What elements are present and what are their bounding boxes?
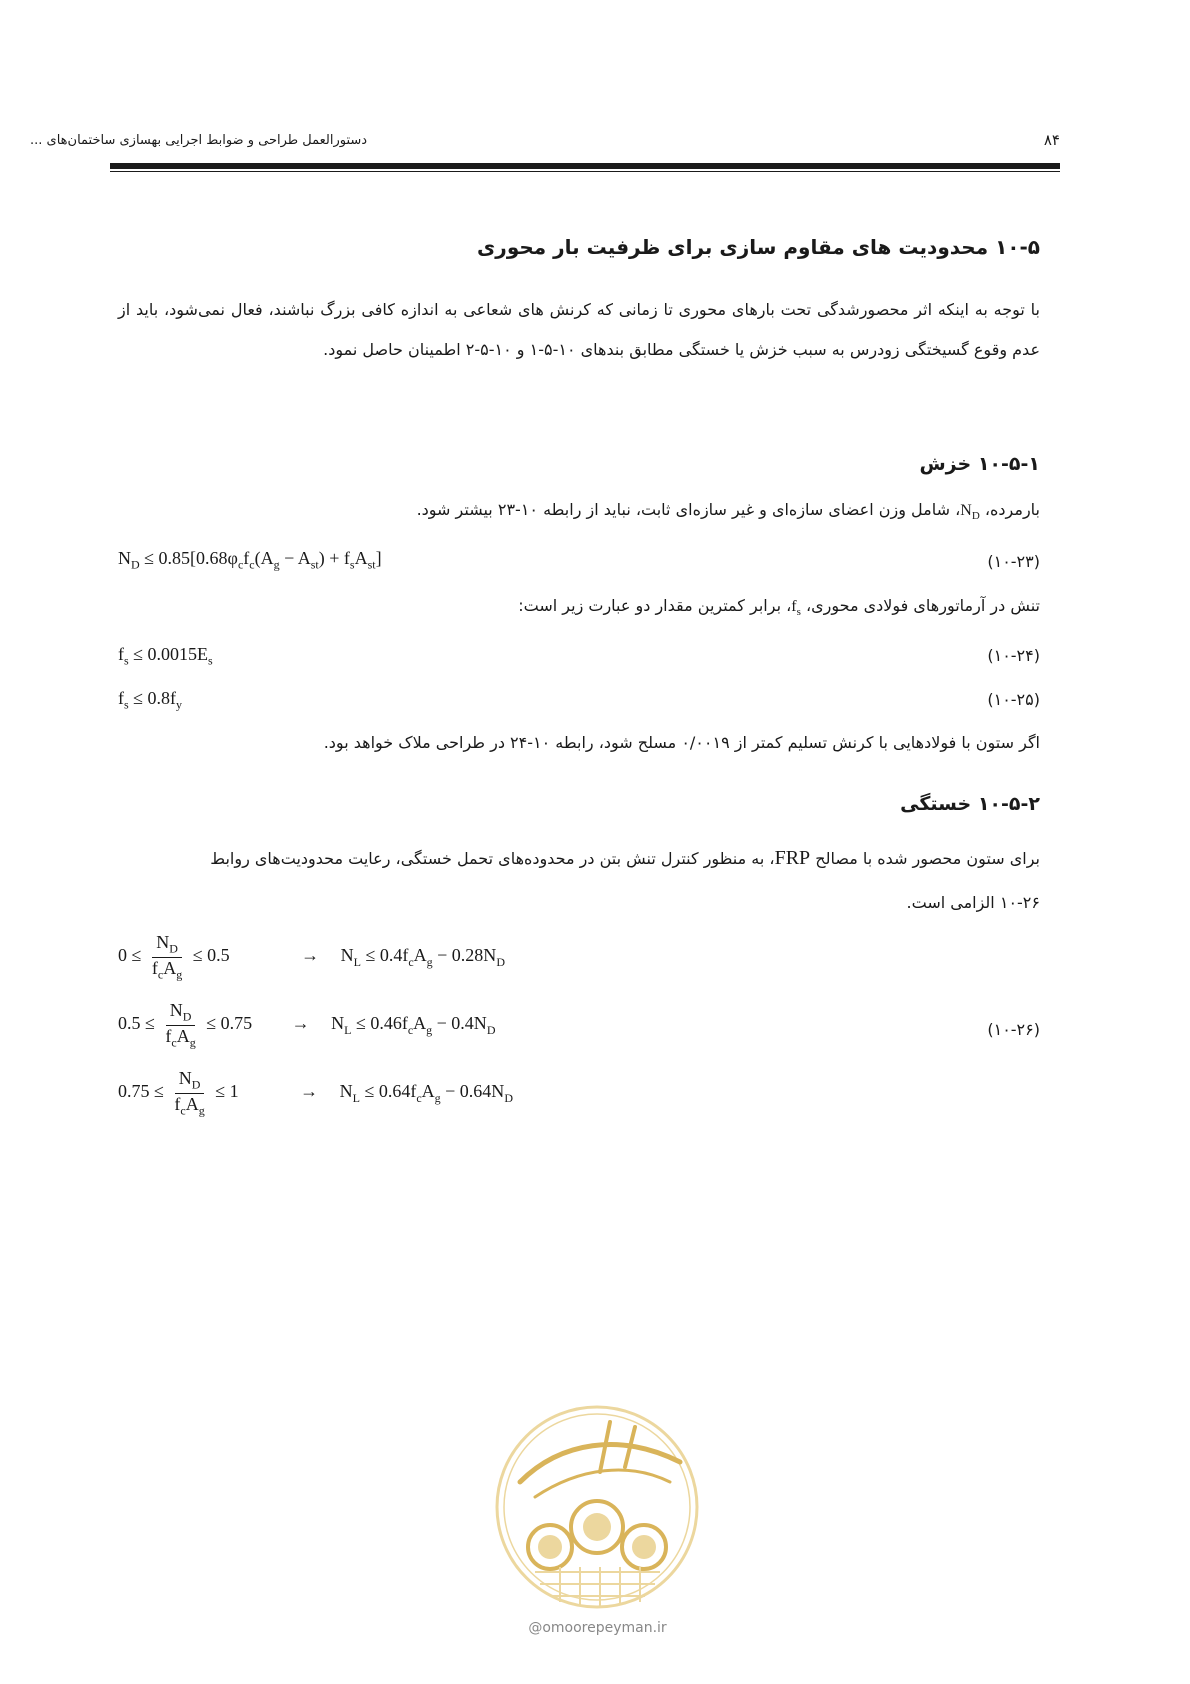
equation-23: $N_D \le 0.85[0.68\varphi_cf_c(A_g - A_{st}) + f_sA_{st}]$ <box>118 548 382 572</box>
watermark-site: @omoorepeyman.ir <box>528 1620 667 1636</box>
creep-note: اگر ستون با فولادهایی با کرنش تسلیم کمتر از ۰/۰۰۱۹ مسلح شود، رابطه ۱۰-۲۴ در طراحی ملاک خواهد بود. <box>323 733 1040 752</box>
creep-heading: ۱۰-۵-۱ خزش <box>919 453 1040 475</box>
equation-26-row-3: 0.75 ≤ $\frac{N_D}{f_cA_g}$ ≤ $1 \to N_L \le 0.64f_cA_g - 0.64N_D$ <box>118 1068 513 1118</box>
fatigue-text-line-2: ۱۰-۲۶ الزامی است. <box>906 893 1040 912</box>
page-number: ۸۴ <box>1043 131 1060 149</box>
header-rule-thin <box>110 171 1060 172</box>
equation-26-row-2: 0.5 ≤ $\frac{N_D}{f_cA_g}$ ≤ $0.75 \to N_L \le 0.46f_cA_g - 0.4N_D$ <box>118 1000 496 1050</box>
equation-26-row-1: 0 ≤ $\frac{N_D}{f_cA_g}$ ≤ $0.5 \to N_L \le 0.4f_cA_g - 0.28N_D$ <box>118 932 505 982</box>
header-rule <box>110 163 1060 169</box>
watermark-at-icon: @ <box>528 1620 543 1636</box>
section-heading: ۱۰-۵ محدودیت های مقاوم سازی برای ظرفیت بار محوری <box>476 235 1040 259</box>
fatigue-heading: ۱۰-۵-۲ خستگی <box>900 793 1040 815</box>
equation-25: $f_s \le 0.8f_y$ <box>118 688 183 712</box>
creep-text-line: بارمرده، $N_D،$ شامل وزن اعضای سازه‌ای و غیر سازه‌ای ثابت، نباید از رابطه ۱۰-۲۳ بیشتر شود. <box>416 500 1040 523</box>
equation-26-number: (۱۰-۲۶) <box>987 1020 1040 1039</box>
equation-23-number: (۱۰-۲۳) <box>987 552 1040 571</box>
running-header-title: دستورالعمل طراحی و ضوابط اجرایی بهسازی ساختمان‌های ... <box>30 133 368 148</box>
equation-24-number: (۱۰-۲۴) <box>987 646 1040 665</box>
fatigue-text-line: برای ستون محصور شده با مصالح FRP، به منظور کنترل تنش بتن در محدوده‌های تحمل خستگی، رعایت محدودیت‌های روابط <box>210 847 1040 869</box>
equation-24: $f_s \le 0.0015E_s$ <box>118 644 213 668</box>
stress-text-line: تنش در آرماتورهای فولادی محوری، $f_s،$ برابر کمترین مقدار دو عبارت زیر است: <box>518 596 1040 619</box>
equation-25-number: (۱۰-۲۵) <box>987 690 1040 709</box>
intro-paragraph: با توجه به اینکه اثر محصورشدگی تحت بارهای محوری تا زمانی که کرنش های شعاعی به اندازه کافی بزرگ نباشند، فعال نمی‌شود، باید از عدم وقوع گسیختگی زودرس به سبب خزش یا خستگی مطابق بندهای ۱۰-۵-۱ و ۱۰-۵-۲ اطمینان حاصل نمود. <box>118 300 1040 359</box>
watermark-logo <box>490 1402 705 1612</box>
